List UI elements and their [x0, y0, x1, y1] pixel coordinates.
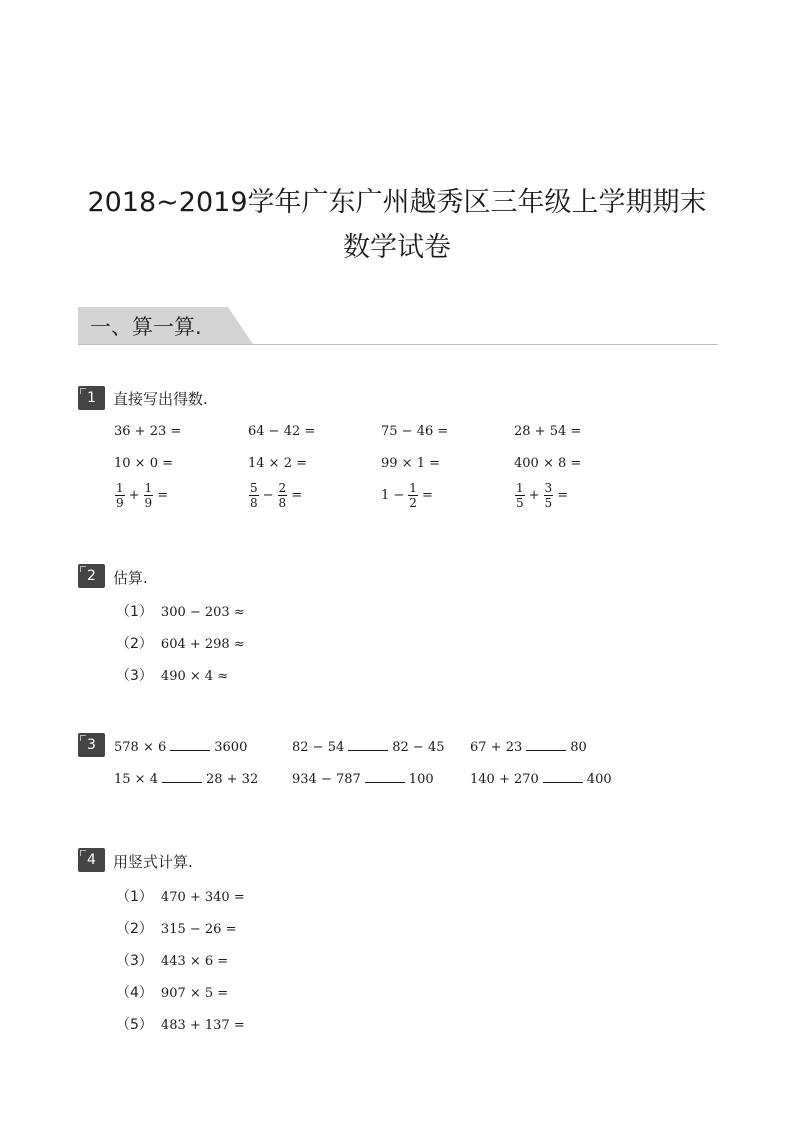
q3-compare: 15 × 4 28 + 32: [114, 772, 259, 787]
q2-item: （3） 490 × 4 ≈: [116, 668, 229, 684]
fraction: $\frac{3}{5}$: [544, 480, 553, 510]
answer-blank[interactable]: [162, 772, 202, 783]
question-2-title: 估算.: [113, 569, 148, 587]
fraction: $\frac{1}{9}$: [144, 480, 153, 510]
fraction: $\frac{1}{2}$: [409, 480, 417, 510]
fraction: $\frac{2}{8}$: [278, 480, 287, 510]
question-1-title: 直接写出得数.: [113, 390, 208, 408]
question-4-title: 用竖式计算.: [113, 853, 193, 871]
q1-fraction-expr: $\frac{5}{8}$ − $\frac{2}{8}$ =: [250, 480, 303, 510]
answer-blank[interactable]: [170, 740, 210, 751]
q1-fraction-expr: $\frac{1}{5}$ + $\frac{3}{5}$ =: [516, 480, 569, 510]
page-title: [60, 180, 734, 270]
q1-fraction-expr: 1 − $\frac{1}{2}$ =: [381, 480, 433, 510]
fraction: $\frac{5}{8}$: [250, 480, 258, 510]
section-header: [78, 307, 718, 347]
question-1-badge: 1: [78, 386, 105, 410]
q2-item: （2） 604 + 298 ≈: [116, 636, 245, 652]
q1-expr: 99 × 1 =: [381, 456, 440, 471]
title-line-1: 2018~2019学年广东广州越秀区三年级上学期期末: [87, 187, 707, 218]
q3-compare: 82 − 54 82 − 45: [292, 740, 445, 755]
q1-expr: 36 + 23 =: [114, 424, 182, 439]
question-3-badge: 3: [78, 733, 105, 757]
q4-item: （2） 315 − 26 =: [116, 921, 237, 937]
q4-item: （4） 907 × 5 =: [116, 985, 229, 1001]
q1-expr: 10 × 0 =: [114, 456, 173, 471]
q3-compare: 67 + 23 80: [470, 740, 587, 755]
answer-blank[interactable]: [543, 772, 583, 783]
q1-expr: 14 × 2 =: [248, 456, 307, 471]
q4-item: （1） 470 + 340 =: [116, 889, 245, 905]
answer-blank[interactable]: [526, 740, 566, 751]
q1-expr: 400 × 8 =: [514, 456, 582, 471]
question-4-badge: 4: [78, 848, 105, 872]
fraction: $\frac{1}{5}$: [516, 480, 524, 510]
section-rule: [78, 344, 718, 345]
q3-compare: 140 + 270 400: [470, 772, 612, 787]
q1-expr: 64 − 42 =: [248, 424, 316, 439]
question-2-badge: 2: [78, 564, 105, 588]
q1-fraction-expr: $\frac{1}{9}$ + $\frac{1}{9}$ =: [116, 480, 169, 510]
fraction: $\frac{1}{9}$: [116, 480, 124, 510]
answer-blank[interactable]: [365, 772, 405, 783]
q4-item: （3） 443 × 6 =: [116, 953, 229, 969]
q1-expr: 75 − 46 =: [381, 424, 449, 439]
title-line-2: 数学试卷: [343, 232, 451, 263]
q3-compare: 578 × 6 3600: [114, 740, 248, 755]
q3-compare: 934 − 787 100: [292, 772, 434, 787]
section-label: 一、算一算.: [90, 315, 202, 339]
answer-blank[interactable]: [348, 740, 388, 751]
q2-item: （1） 300 − 203 ≈: [116, 604, 245, 620]
q1-expr: 28 + 54 =: [514, 424, 582, 439]
q4-item: （5） 483 + 137 =: [116, 1017, 245, 1033]
